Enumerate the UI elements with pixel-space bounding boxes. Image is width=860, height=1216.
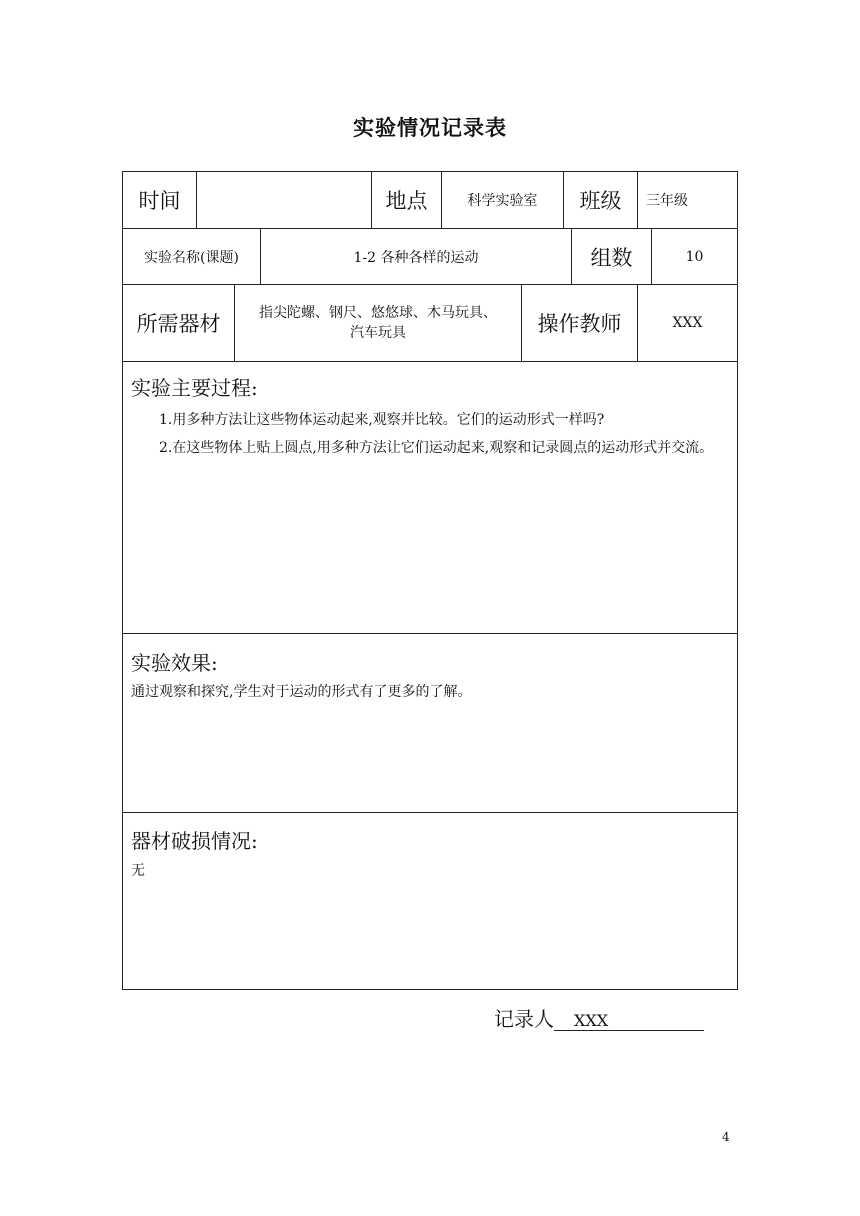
row-name-groups [123, 229, 737, 285]
experiment-name-label: 实验名称(课题) [144, 249, 239, 266]
teacher-label: 操作教师 [521, 285, 637, 361]
process-body [131, 406, 731, 462]
class-label: 班级 [563, 172, 637, 228]
place-label: 地点 [371, 172, 441, 228]
equipment-label: 所需器材 [136, 312, 221, 336]
process-section [123, 362, 737, 634]
damage-section [123, 813, 737, 989]
teacher-value: XXX [637, 285, 737, 361]
effect-section [123, 634, 737, 813]
time-label: 时间 [138, 189, 181, 213]
record-table [122, 171, 738, 990]
time-value [196, 172, 371, 228]
equipment-line-2: 汽车玩具 [350, 325, 406, 341]
experiment-name-value: 1-2 各种各样的运动 [260, 229, 571, 284]
process-heading: 实验主要过程: [131, 376, 258, 400]
groups-label: 组数 [571, 229, 651, 284]
row-equipment-teacher [123, 285, 737, 362]
effect-heading: 实验效果: [131, 651, 218, 675]
effect-text: 通过观察和探究,学生对于运动的形式有了更多的了解。 [131, 684, 472, 700]
page-number: 4 [722, 1130, 730, 1144]
equipment-line-1: 指尖陀螺、钢尺、悠悠球、木马玩具、 [259, 305, 497, 321]
process-step-2: 2.在这些物体上贴上圆点,用多种方法让它们运动起来,观察和记录圆点的运动形式并交流。 [159, 440, 714, 456]
groups-value: 10 [651, 229, 737, 284]
damage-heading: 器材破损情况: [131, 829, 258, 853]
recorder [494, 1003, 704, 1032]
damage-text: 无 [131, 863, 145, 879]
place-value: 科学实验室 [441, 172, 563, 228]
page-title: 实验情况记录表 [353, 115, 507, 140]
row-time-place-class [123, 172, 737, 229]
process-step-1: 1.用多种方法让这些物体运动起来,观察并比较。它们的运动形式一样吗? [159, 412, 605, 428]
equipment-value [234, 285, 521, 361]
recorder-value: XXX [554, 1011, 704, 1031]
recorder-label: 记录人 [494, 1007, 554, 1031]
class-value: 三年级 [637, 172, 737, 228]
